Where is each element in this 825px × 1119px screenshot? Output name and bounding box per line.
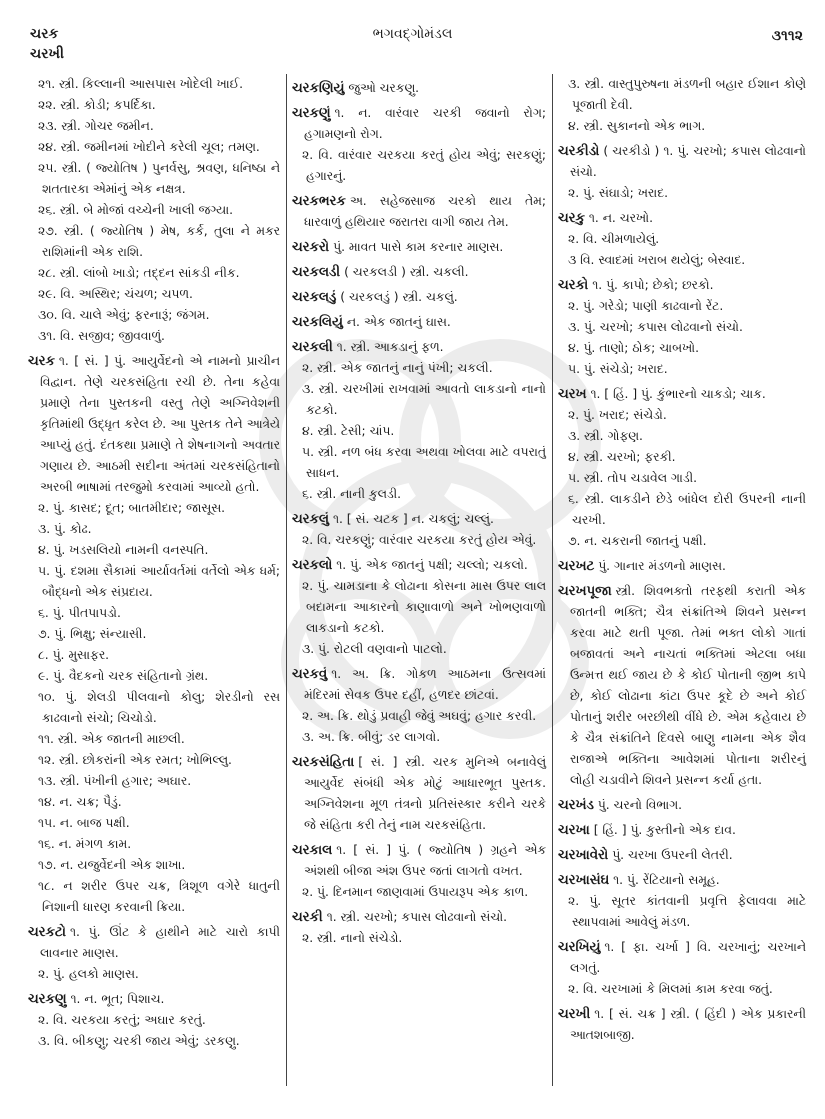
definition-text: જુઓ ચરકણુ.: [348, 81, 420, 95]
dictionary-entry: [292, 287, 546, 308]
entry-sense: [28, 964, 280, 985]
definition-text: ૫. પું. સંચેડો; ખરાદ.: [568, 362, 668, 376]
entry-sense: [558, 250, 806, 271]
entry-sense: [28, 158, 280, 200]
book-title: ભગવદ્ગોમંડલ: [372, 26, 453, 42]
entry-sense: [28, 1010, 280, 1031]
entry-sense: [558, 116, 806, 137]
definition-text: ૧. [ સં. ] પું. ( જ્યોતિષ ) ગ્રહને એક અંશથી બીજા અંશ ઉપર જતાં લાગતો વખત.: [304, 843, 546, 878]
entry-sense: [558, 468, 806, 489]
entry-sense: [292, 576, 546, 639]
definition-text: ૩. પું. રોટલી વણવાનો પાટલો.: [302, 642, 447, 656]
definition-text: ૩. સ્ત્રી. વાસ્તુપુરુષના મંડળની બહાર ઈશાન કોણે પૂજાતી દેવી.: [568, 77, 806, 112]
definition-text: ૪. સ્ત્રી. ચરખો; ફરકી.: [568, 450, 676, 464]
definition-text: ૧. [ સં. ચટક ] ન. ચકલું; ચલ્લું.: [332, 512, 494, 526]
dictionary-entry: [558, 275, 806, 296]
definition-text: [ હિં. ] પું. કુસ્તીનો એક દાવ.: [593, 823, 736, 837]
dictionary-entry: [292, 752, 546, 836]
dictionary-entry: [558, 820, 806, 841]
definition-text: ૩. પું. ચરખો; કપાસ લોઢવાનો સંચો.: [568, 320, 743, 334]
entry-sense: [28, 519, 280, 540]
headword: ચરકલી: [292, 340, 333, 355]
headword: ચરકવું: [292, 667, 328, 682]
dictionary-entry: [28, 989, 280, 1010]
entry-sense: [28, 116, 280, 137]
entry-sense: [28, 645, 280, 666]
definition-text: ૨. વિ. ચરખામાં કે મિલમાં કામ કરવા જતું.: [568, 982, 773, 996]
definition-text: ૧૩. સ્ત્રી. પંખીની હગાર; અઘાર.: [38, 774, 192, 788]
entry-sense: [558, 229, 806, 250]
definition-text: ૩૦. વિ. ચાલે એવું; ફરનારૂં; જંગમ.: [38, 308, 210, 322]
column-3: [558, 74, 806, 1046]
headword: ચરખપૂજા: [558, 584, 612, 599]
page-header: [0, 26, 825, 70]
definition-text: ૩. સ્ત્રી. ચરખીમાં રાખવામાં આવતો લાકડાનો નાનો કટકો.: [302, 382, 546, 417]
entry-sense: [292, 145, 546, 187]
definition-text: ૧. સ્ત્રી. આકડાનું ફળ.: [336, 340, 444, 354]
definition-text: ૧૮. ન શરીર ઉપર ચક્ર, ત્રિશૂળ વગેરે ધાતુની નિશાની ધારણ કરવાની ક્રિયા.: [38, 879, 280, 914]
dictionary-entry: [292, 509, 546, 530]
definition-text: ૬. સ્ત્રી. નાની કુલડી.: [302, 487, 402, 501]
dictionary-entry: [292, 312, 546, 333]
dictionary-entry: [28, 922, 280, 964]
entry-sense: [558, 296, 806, 317]
definition-text: સ્ત્રી. શિવભક્તો તરફથી કરાતી એક જાતની ભક્તિ; ચૈત્ર સંક્રાંતિએ શિવને પ્રસન્ન કરવા માટે થતી પૂજા. તેમાં ભક્ત લોકો ગાતાં બજાવતાં અને નાચતાં ભક્તિમાં એટલા બધા ઉન્મત્ત થઈ જાય છે કે કોઈ પોતાની જીભ કાપે છે, કોઈ લોઢાના કાંટા ઉપર કૂદે છે અને કોઈ પોતાનું શરીર બરછીથી વીંધે છે. એમ કહેવાય છે કે ચૈત્ર સંક્રાંતિને દિવસે બાણુ નામના એક શૈવ રાજાએ ભક્તિના આવેશમાં પોતાના શરીરનું લોહી ચડાવીને શિવને પ્રસન્ન કર્યા હતા.: [570, 584, 806, 787]
entry-sense: [28, 666, 280, 687]
headword: ચરકભરક: [292, 194, 346, 209]
entry-sense: [28, 561, 280, 603]
headword: ચરકલિયું: [292, 315, 343, 330]
headword: ચરક: [28, 354, 55, 369]
definition-text: ૩. વિ. બીકણુ; ચરકી જાય એવું; ડરકણુ.: [38, 1034, 240, 1048]
definition-text: ૨૮. સ્ત્રી. લાંબો ખાડો; તદ્દન સાંકડી નીક.: [38, 266, 240, 280]
entry-sense: [558, 447, 806, 468]
dictionary-entry: [292, 840, 546, 882]
definition-text: ૨. અ. ક્રિ. થોડું પ્રવાહી જેવું અઘવું; હગાર કરવી.: [302, 709, 537, 723]
dictionary-entry: [292, 78, 546, 99]
headword: ચરખા: [558, 823, 590, 838]
definition-text: ( ચરકીડો ) ૧. પું. ચરખો; કપાસ લોઢવાનો સંચો.: [570, 144, 806, 179]
entry-sense: [28, 221, 280, 263]
dictionary-entry: [558, 870, 806, 891]
headword: ચરકો: [558, 278, 589, 293]
entry-sense: [292, 639, 546, 660]
definition-text: ૭. ન. ચકરાની જાતનું પક્ષી.: [568, 534, 707, 548]
entry-sense: [292, 442, 546, 484]
definition-text: ૨. પું. કાસદ; દૂત; બાતમીદાર; જાસૂસ.: [38, 501, 226, 515]
dictionary-entry: [558, 845, 806, 866]
definition-text: ૧૭. ન. યજુર્વેદની એક શાખા.: [38, 858, 186, 872]
headword: ચરખંડ: [558, 798, 594, 813]
definition-text: ૪. પું. ખડસલિયો નામની વનસ્પતિ.: [38, 543, 209, 557]
entry-sense: [28, 687, 280, 729]
entry-sense: [558, 405, 806, 426]
definition-text: ૨. વિ. ચીમળાયેલું.: [568, 232, 660, 246]
entry-sense: [558, 891, 806, 933]
dictionary-entry: [558, 795, 806, 816]
definition-text: ૨૩. સ્ત્રી. ગોચર જમીન.: [38, 119, 154, 133]
entry-sense: [292, 421, 546, 442]
guide-word-first: ચરક: [30, 26, 59, 42]
column-divider: [286, 74, 287, 1086]
definition-text: ૩૧. વિ. સજીવ; જીવવાળું.: [38, 329, 165, 343]
dictionary-entry: [558, 384, 806, 405]
definition-text: અ. સહેજસાજ ચરકો થાય તેમ; ધારવાળું હથિયાર જરાતરા વાગી જાય તેમ.: [304, 194, 546, 229]
entry-sense: [28, 263, 280, 284]
entry-sense: [28, 74, 280, 95]
definition-text: ૩. સ્ત્રી. ગોફણ.: [568, 429, 643, 443]
dictionary-entry: [28, 351, 280, 498]
definition-text: ૨. પું. ગરેડો; પાણી કાઢવાનો રેંટ.: [568, 299, 724, 313]
entry-sense: [292, 379, 546, 421]
definition-text: ૧૪. ન. ચક્ર; પૈડું.: [38, 795, 122, 809]
dictionary-entry: [292, 555, 546, 576]
entry-sense: [28, 855, 280, 876]
definition-text: ૪. સ્ત્રી. સુકાનનો એક ભાગ.: [568, 119, 706, 133]
entry-sense: [558, 359, 806, 380]
headword: ચરકટો: [28, 925, 66, 940]
headword: ચરકરો: [292, 240, 330, 255]
definition-text: ૧. ન. વારંવાર ચરકી જવાનો રોગ; હગામણનો રોગ.: [304, 106, 546, 141]
entry-sense: [28, 305, 280, 326]
dictionary-entry: [558, 581, 806, 791]
column-1: [28, 74, 280, 1052]
definition-text: ૬. પું. પીતપાપડો.: [38, 606, 121, 620]
definition-text: ૧. ન. ચરખો.: [588, 211, 654, 225]
entry-sense: [558, 531, 806, 552]
headword: ચરકુ: [558, 211, 585, 226]
definition-text: ૮. પું. મુસાફર.: [38, 648, 110, 662]
definition-text: ૨૯. વિ. અસ્થિર; ચંચળ; ચપળ.: [38, 287, 193, 301]
definition-text: પું. ચરનો વિભાગ.: [597, 798, 683, 812]
definition-text: ૧. પું. એક જાતનું પક્ષી; ચલ્લો; ચકલો.: [336, 558, 528, 572]
definition-text: ૧. પું. રેંટિયાનો સમૂહ.: [613, 873, 720, 887]
definition-text: ૭. પું. ભિક્ષુ; સંન્યાસી.: [38, 627, 147, 641]
dictionary-entry: [558, 208, 806, 229]
headword: ચરકીડો: [558, 144, 600, 159]
definition-text: ૧૬. ન. મંગળ કામ.: [38, 837, 132, 851]
definition-text: ૧૧. સ્ત્રી. એક જાતની માછલી.: [38, 732, 185, 746]
definition-text: ૧. ન. ભૂત; પિશાચ.: [70, 992, 165, 1006]
definition-text: ૫. સ્ત્રી. તોપ ચડાવેલ ગાડી.: [568, 471, 698, 485]
definition-text: પું. માવત પાસે કામ કરનાર માણસ.: [333, 240, 504, 254]
entry-sense: [558, 74, 806, 116]
definition-text: ન. એક જાતનું ઘાસ.: [346, 315, 451, 329]
definition-text: ૨. પું. ચામડાના કે લોઢાના કોસના માસ ઉપર લાલ બદામના આકારનો કાણાવાળો અને ખોભણવાળો લાકડાનો કટકો.: [302, 579, 546, 635]
headword: ચરકસંહિતા: [292, 755, 355, 770]
headword: ચરકણિયું: [292, 81, 345, 96]
definition-text: ૧. સ્ત્રી. ચરખો; કપાસ લોઢવાનો સંચો.: [326, 910, 508, 924]
definition-text: ૯. પું. વૈદકનો ચરક સંહિતાનો ગ્રંથ.: [38, 669, 209, 683]
headword: ચરખ: [558, 387, 587, 402]
entry-sense: [28, 603, 280, 624]
definition-text: ૧૫. ન. બાજ પક્ષી.: [38, 816, 130, 830]
entry-sense: [292, 484, 546, 505]
dictionary-entry: [558, 141, 806, 183]
headword: ચરકલડું: [292, 290, 337, 305]
headword: ચરખાસંઘ: [558, 873, 610, 888]
definition-text: ૧. [ ફા. ચર્ખા ] વિ. ચરખાનું; ચરખાને લગતું.: [570, 940, 806, 975]
headword: ચરકલો: [292, 558, 333, 573]
definition-text: ૨૨. સ્ત્રી. કોડી; કપર્દિકા.: [38, 98, 156, 112]
dictionary-entry: [292, 262, 546, 283]
headword: ચરકણું: [292, 106, 331, 121]
headword: ચરકલું: [292, 512, 329, 527]
definition-text: ૨. પું. દિનમાન જાણવામાં ઉપાયરૂપ એક કાળ.: [302, 885, 529, 899]
definition-text: ૨. વિ. વારંવાર ચરકયા કરતું હોય એવું; સરકણું; હગારનું.: [302, 148, 546, 183]
definition-text: ૨૭. સ્ત્રી. ( જ્યોતિષ ) મેષ, કર્ક, તુલા ને મકર રાશિમાંની એક રાશિ.: [38, 224, 280, 259]
definition-text: ૫. સ્ત્રી. નળ બંધ કરવા અથવા ખોલવા માટે વપરાતું સાધન.: [302, 445, 546, 480]
entry-sense: [558, 489, 806, 531]
definition-text: ૨૪. સ્ત્રી. જમીનમાં ખોદીને કરેલી ચૂલ; તમણ.: [38, 140, 260, 154]
entry-sense: [28, 813, 280, 834]
entry-sense: [292, 358, 546, 379]
guide-word-last: ચરખી: [30, 46, 64, 62]
definition-text: ૨. પું. સૂતર કાંતવાની પ્રવૃત્તિ ફેલાવવા માટે સ્થાપવામાં આવેલું મંડળ.: [568, 894, 806, 929]
headword: ચરખી: [558, 1007, 591, 1022]
entry-sense: [28, 729, 280, 750]
dictionary-entry: [558, 937, 806, 979]
entry-sense: [28, 876, 280, 918]
entry-sense: [558, 338, 806, 359]
entry-sense: [558, 979, 806, 1000]
definition-text: ૧. [ સં. ચક્ર ] સ્ત્રી. ( હિંદી ) એક પ્રકારની આતશબાજી.: [570, 1007, 806, 1042]
dictionary-entry: [292, 907, 546, 928]
definition-text: ૧. અ. ક્રિ. ગોકળ આઠમના ઉત્સવમાં મંદિરમાં સેવક ઉપર દહીં, હળદર છાંટવાં.: [304, 667, 546, 702]
definition-text: ૧. [ સં. ] પું. આયુર્વેદનો એ નામનો પ્રાચીન વિદ્વાન. તેણે ચરકસંહિતા રચી છે. તેના કહેવા પ્રમાણે તેના પુસ્તકની વસ્તુ તેણે અગ્નિવેશની કૃતિમાંથી ઉદ્ધૃત કરેલ છે. આ પુસ્તક તેને આત્રેયે આપ્યું હતું. દંતકથા પ્રમાણે તે શેષનાગનો અવતાર ગણાય છે. આઠમી સદીના અંતમાં ચરકસંહિતાનો અરબી ભાષામાં તરજુમો કરવામાં આવ્યો હતો.: [40, 354, 280, 494]
headword: ચરકાલ: [292, 843, 333, 858]
entry-sense: [28, 624, 280, 645]
dictionary-entry: [292, 237, 546, 258]
headword: ચરકી: [292, 910, 323, 925]
column-2: [292, 74, 546, 949]
definition-text: ૨. સ્ત્રી. નાનો સંચેડો.: [302, 931, 403, 945]
definition-text: ( ચરકલડી ) સ્ત્રી. ચકલી.: [344, 265, 469, 279]
entry-sense: [292, 928, 546, 949]
entry-sense: [28, 1031, 280, 1052]
entry-sense: [28, 834, 280, 855]
definition-text: પું. ગાનાર મંડળનો માણસ.: [598, 559, 726, 573]
entry-sense: [558, 183, 806, 204]
headword: ચરખટ: [558, 559, 595, 574]
entry-sense: [28, 771, 280, 792]
definition-text: ૧. પું. ઊંટ કે હાથીને માટે ચારો કાપી લાવનાર માણસ.: [40, 925, 280, 960]
definition-text: ૨૬. સ્ત્રી. બે મોજાં વચ્ચેની ખાલી જગ્યા.: [38, 203, 234, 217]
entry-sense: [28, 750, 280, 771]
definition-text: ૨. પું. સંઘાડો; ખરાદ.: [568, 186, 668, 200]
headword: ચરખિયું: [558, 940, 601, 955]
dictionary-entry: [292, 103, 546, 145]
definition-text: ૨. પું. ખરાદ; સંચેડો.: [568, 408, 667, 422]
definition-text: ૫. પું. દશમા સૈકામાં આર્યાવર્તમાં વર્તેલો એક ધર્મ; બૌદ્ધનો એક સંપ્રદાય.: [38, 564, 280, 599]
definition-text: ૨. વિ. ચરકણું; વારંવાર ચરકયા કરતું હોય એવું.: [302, 533, 537, 547]
entry-sense: [28, 498, 280, 519]
definition-text: ૧૨. સ્ત્રી. છોકરાંની એક રમત; ખોભિલ્લુ.: [38, 753, 232, 767]
definition-text: ૪. સ્ત્રી. ટેસી; ચાંપ.: [302, 424, 395, 438]
definition-text: [ સં. ] સ્ત્રી. ચરક મુનિએ બનાવેલું આયુર્વેદ સંબંધી એક મોટું આધારભૂત પુસ્તક. અગ્નિવેશના મૂળ તંત્રનો પ્રતિસંસ્કાર કરીને ચરકે જે સંહિતા કરી તેનું નામ ચરકસંહિતા.: [304, 755, 546, 832]
dictionary-entry: [292, 191, 546, 233]
definition-text: પું. ચરખા ઉપરની લેતરી.: [612, 848, 733, 862]
definition-text: ૧. [ હિં. ] પું. કુંભારનો ચાકડો; ચાક.: [590, 387, 766, 401]
entry-sense: [28, 326, 280, 347]
definition-text: ૩. પું. કોઢ.: [38, 522, 92, 536]
entry-sense: [28, 137, 280, 158]
dictionary-entry: [558, 1004, 806, 1046]
headword: ચરકણુ: [28, 992, 67, 1007]
entry-sense: [28, 200, 280, 221]
entry-sense: [292, 706, 546, 727]
dictionary-entry: [292, 664, 546, 706]
definition-text: ( ચરકલડું ) સ્ત્રી. ચકલું.: [340, 290, 458, 304]
entry-sense: [28, 95, 280, 116]
definition-text: ૨. સ્ત્રી. એક જાતનું નાનું પંખી; ચકલી.: [302, 361, 493, 375]
entry-sense: [292, 882, 546, 903]
definition-text: ૪. પું. તાણો; ઠોક; ચાબખો.: [568, 341, 700, 355]
definition-text: ૨. વિ. ચરકયા કરતું; અઘાર કરતું.: [38, 1013, 206, 1027]
entry-sense: [558, 426, 806, 447]
definition-text: ૨. પું. હલકો માણસ.: [38, 967, 139, 981]
definition-text: ૧૦. પું. શેલડી પીલવાનો કોલુ; શેરડીનો રસ કાઢવાનો સંચો; ચિચોડો.: [38, 690, 280, 725]
definition-text: ૬. સ્ત્રી. લાકડીને છેડે બાંધેલ દોરી ઉપરની નાની ચરખી.: [568, 492, 806, 527]
definition-text: ૧. પું. કાપો; છેકો; છરકો.: [592, 278, 714, 292]
entry-sense: [28, 540, 280, 561]
definition-text: ૨૫. સ્ત્રી. ( જ્યોતિષ ) પુનર્વસુ, શ્રવણ, ધનિષ્ઠા ને શતતારકા એમાંનું એક નક્ષત્ર.: [38, 161, 280, 196]
dictionary-entry: [558, 556, 806, 577]
definition-text: ૩. અ. ક્રિ. બીવું; ડર લાગવો.: [302, 730, 441, 744]
entry-sense: [292, 727, 546, 748]
definition-text: ૨૧. સ્ત્રી. કિલ્લાની આસપાસ ખોદેલી ખાઈ.: [38, 77, 244, 91]
dictionary-entry: [292, 337, 546, 358]
entry-sense: [28, 284, 280, 305]
headword: ચરકલડી: [292, 265, 341, 280]
entry-sense: [292, 530, 546, 551]
entry-sense: [558, 317, 806, 338]
entry-sense: [28, 792, 280, 813]
definition-text: ૩ વિ. સ્વાદમાં ખરાબ થયેલું; બેસ્વાદ.: [568, 253, 746, 267]
column-divider: [552, 74, 553, 1086]
page-number: ૩૧૧૨: [771, 28, 803, 44]
headword: ચરખાવેરો: [558, 848, 609, 863]
